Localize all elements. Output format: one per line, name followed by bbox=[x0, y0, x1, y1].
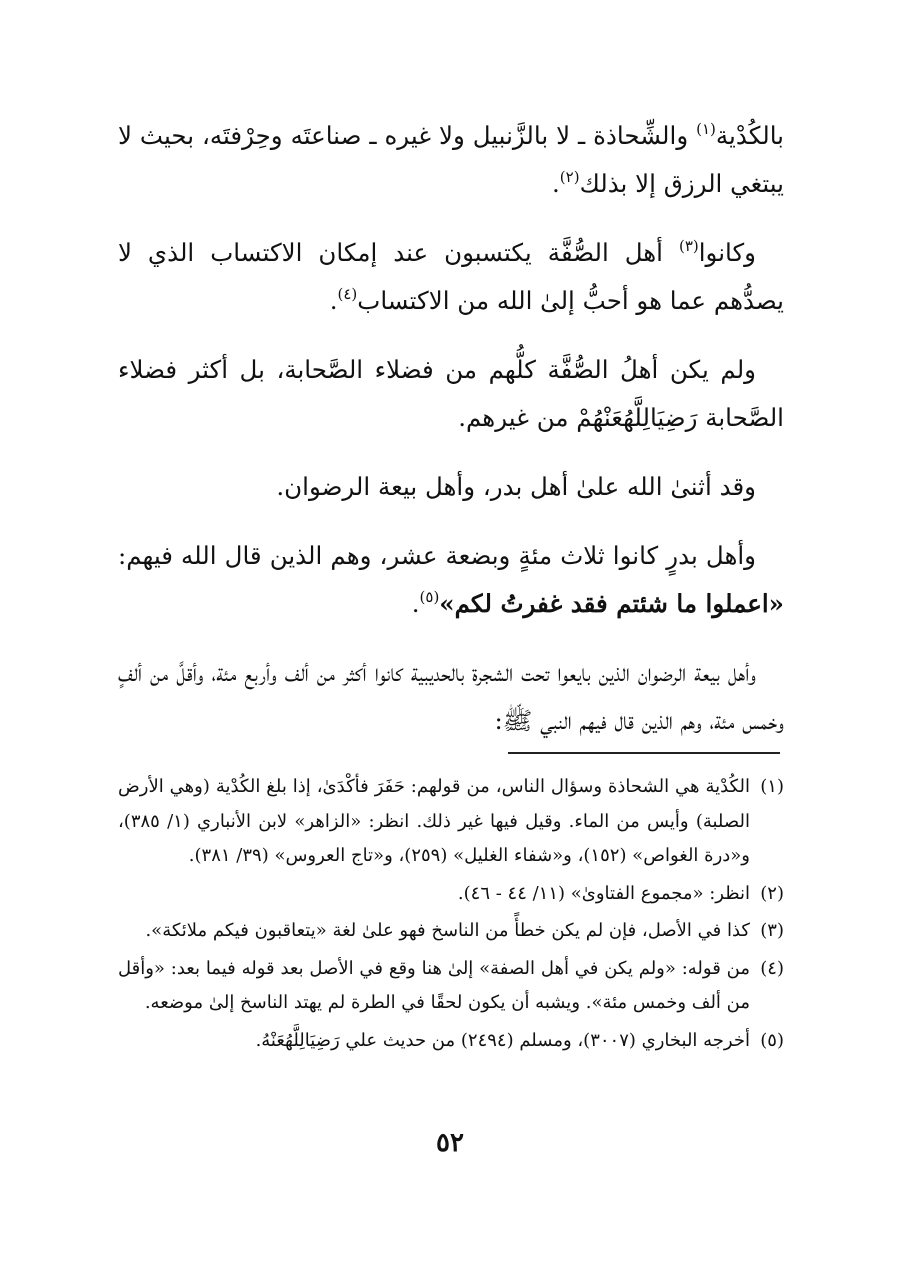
footnote-divider bbox=[508, 752, 780, 754]
footnote-4 bbox=[118, 952, 784, 1021]
paragraph-4: وقد أثنىٰ الله علىٰ أهل بدر، وأهل بيعة الرضوان. bbox=[276, 472, 756, 501]
paragraph-5: وأهل بدرٍ كانوا ثلاث مئةٍ وبضعة عشر، وهم الذين قال الله فيهم: «اعملوا ما شئتم فقد غفرتُ لكم»$^{(٥)}$. bbox=[118, 541, 784, 618]
footnote-text: كذا في الأصل، فإن لم يكن خطأً من الناسخ فهو علىٰ لغة «يتعاقبون فيكم ملائكة». bbox=[145, 920, 750, 941]
paragraph-2: وكانوا$^{(٣)}$ أهل الصُّفَّة يكتسبون عند إمكان الاكتساب الذي لا يصدُّهم عما هو أحبُّ إلىٰ الله من الاكتساب$^{(٤)}$. bbox=[118, 237, 784, 315]
paragraph-1: بالكُدْية$^{(١)}$ والشِّحاذة ـ لا بالزَّنبيل ولا غيره ـ صناعتَه وحِرْفتَه، بحيث لا يبتغي الرزق إلا بذلك$^{(٢)}$. bbox=[118, 120, 784, 198]
footnote-3 bbox=[118, 914, 784, 949]
footnote-1 bbox=[118, 770, 784, 874]
footnote-ref-1: (١) bbox=[696, 120, 716, 138]
footnote-5 bbox=[118, 1024, 784, 1059]
footnotes bbox=[118, 770, 784, 1061]
footnote-number: (٥) bbox=[760, 1029, 784, 1051]
footnote-ref-3: (٣) bbox=[678, 237, 699, 255]
footnote-ref-5: (٥) bbox=[419, 588, 440, 606]
footnote-ref-4: (٤) bbox=[337, 285, 358, 303]
footnote-text: انظر: «مجموع الفتاوىٰ» (١١/ ٤٤ - ٤٦). bbox=[457, 882, 750, 904]
footnote-ref-2: (٢) bbox=[559, 168, 580, 186]
footnote-text: الكُدْية هي الشحاذة وسؤال الناس، من قولهم: حَفَرَ فأكْدَىٰ، إذا بلغ الكُدْية (وهي الأرض الصلبة) وأيس من الماء. وقيل فيها غير ذلك. انظر: «الزاهر» لابن الأنباري (١/ ٣٨٥)، و«درة الغواص» (١٥٢)، و«شفاء الغليل» (٢٥٩)، و«تاج العروس» (٣٩/ ٣٨١). bbox=[118, 776, 750, 866]
main-text bbox=[118, 112, 784, 766]
paragraph-6: وأهل بيعة الرضوان الذين بايعوا تحت الشجرة بالحديبية كانوا أكثر من ألف وأربع مئة، وأقلَّ من ألفٍ وخمس مئة، وهم الذين قال فيهم النبي ﷺ: bbox=[118, 658, 784, 735]
footnote-number: (١) bbox=[760, 776, 784, 797]
hadith-quote: «اعملوا ما شئتم فقد غفرتُ لكم» bbox=[439, 589, 784, 618]
paragraph-3: ولم يكن أهلُ الصُّفَّة كلُّهم من فضلاء الصَّحابة، بل أكثر فضلاء الصَّحابة رَضِيَالِلَّهُعَنْهُمْ من غيرهم. bbox=[118, 355, 784, 432]
page-number: ٥٢ bbox=[436, 1128, 464, 1158]
footnote-number: (٢) bbox=[760, 882, 784, 904]
footnote-number: (٤) bbox=[760, 957, 784, 979]
footnote-number: (٣) bbox=[760, 920, 784, 941]
footnote-text: من قوله: «ولم يكن في أهل الصفة» إلىٰ هنا وقع في الأصل بعد قوله فيما بعد: «وأقل من ألف وخمس مئة». ويشبه أن يكون لحقًا في الطرة لم يهتد الناسخ إلىٰ موضعه. bbox=[118, 957, 750, 1013]
footnote-text: أخرجه البخاري (٣٠٠٧)، ومسلم (٢٤٩٤) من حديث علي رَضِيَالِلَّهُعَنْهُ. bbox=[255, 1029, 750, 1051]
footnote-2 bbox=[118, 877, 784, 912]
